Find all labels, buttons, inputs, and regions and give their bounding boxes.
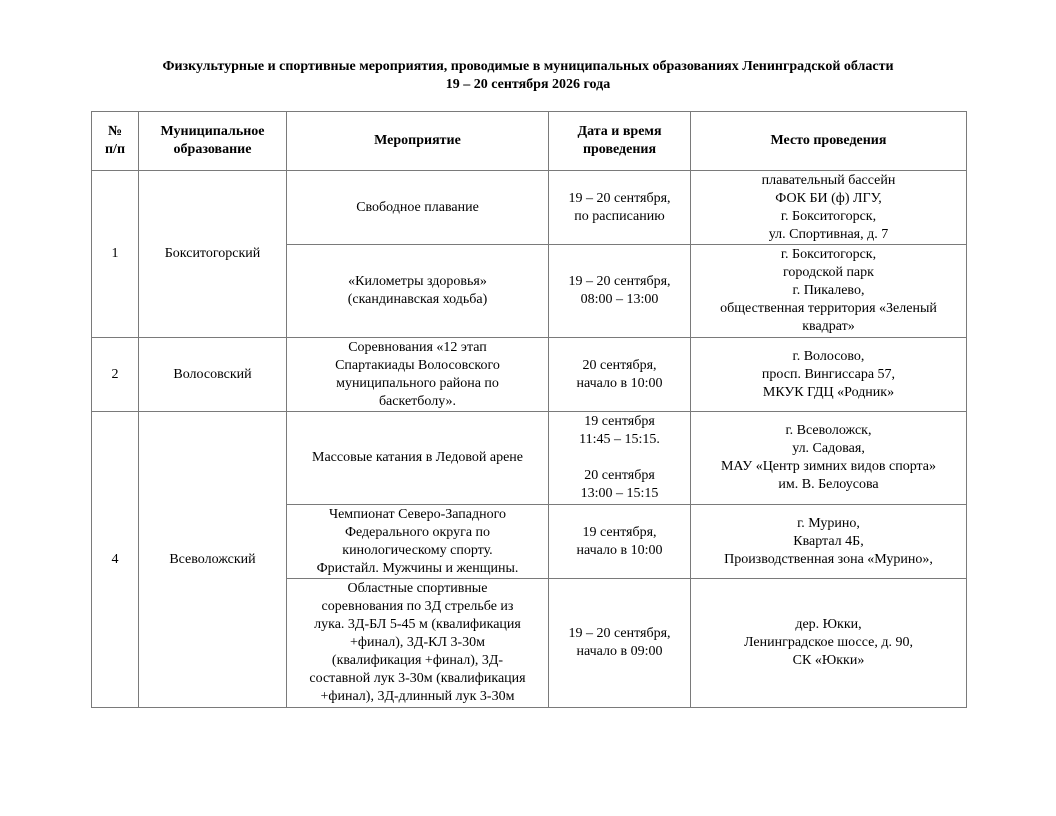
cell-event: Областные спортивные соревнования по 3Д стрельбе из лука. 3Д-БЛ 5-45 м (квалификация +финал), 3Д-КЛ 3-30м (квалификация +финал), 3Д- составной лук 3-30м (квалификация +финал), 3Д-длинный лук 3-30м <box>287 579 549 708</box>
cell-datetime: 19 сентября, начало в 10:00 <box>549 505 691 579</box>
cell-event: Свободное плавание <box>287 171 549 245</box>
cell-datetime: 19 сентября 11:45 – 15:15. 20 сентября 13:00 – 15:15 <box>549 412 691 505</box>
cell-datetime: 19 – 20 сентября, по расписанию <box>549 171 691 245</box>
table-row <box>92 171 967 245</box>
cell-num: 4 <box>92 412 139 708</box>
cell-municipality: Бокситогорский <box>139 171 287 338</box>
events-table <box>91 111 967 708</box>
table-row <box>92 338 967 412</box>
cell-datetime: 20 сентября, начало в 10:00 <box>549 338 691 412</box>
document-title <box>60 58 996 94</box>
cell-place: г. Всеволожск, ул. Садовая, МАУ «Центр зимних видов спорта» им. В. Белоусова <box>691 412 967 505</box>
table-header-row <box>92 112 967 171</box>
cell-place: г. Бокситогорск, городской парк г. Пикалево, общественная территория «Зеленый квадрат» <box>691 245 967 338</box>
document-title-line-2: 19 – 20 сентября 2026 года <box>445 77 611 92</box>
cell-municipality: Всеволожский <box>139 412 287 708</box>
cell-event: «Километры здоровья» (скандинавская ходьба) <box>287 245 549 338</box>
cell-datetime: 19 – 20 сентября, начало в 09:00 <box>549 579 691 708</box>
cell-num: 2 <box>92 338 139 412</box>
cell-place: дер. Юкки, Ленинградское шоссе, д. 90, СК «Юкки» <box>691 579 967 708</box>
header-datetime: Дата и время проведения <box>549 112 691 171</box>
header-place: Место проведения <box>691 112 967 171</box>
document-title-line-1: Физкультурные и спортивные мероприятия, проводимые в муниципальных образованиях Ленинградской области <box>162 59 894 74</box>
cell-event: Чемпионат Северо-Западного Федерального округа по кинологическому спорту. Фристайл. Мужчины и женщины. <box>287 505 549 579</box>
header-num: № п/п <box>92 112 139 171</box>
table-row <box>92 412 967 505</box>
cell-event: Соревнования «12 этап Спартакиады Волосовского муниципального района по баскетболу». <box>287 338 549 412</box>
cell-datetime: 19 – 20 сентября, 08:00 – 13:00 <box>549 245 691 338</box>
cell-event: Массовые катания в Ледовой арене <box>287 412 549 505</box>
cell-place: г. Волосово, просп. Вингиссара 57, МКУК ГДЦ «Родник» <box>691 338 967 412</box>
cell-place: г. Мурино, Квартал 4Б, Производственная зона «Мурино», <box>691 505 967 579</box>
header-event: Мероприятие <box>287 112 549 171</box>
cell-municipality: Волосовский <box>139 338 287 412</box>
header-municipality: Муниципальное образование <box>139 112 287 171</box>
cell-place: плавательный бассейн ФОК БИ (ф) ЛГУ, г. Бокситогорск, ул. Спортивная, д. 7 <box>691 171 967 245</box>
cell-num: 1 <box>92 171 139 338</box>
